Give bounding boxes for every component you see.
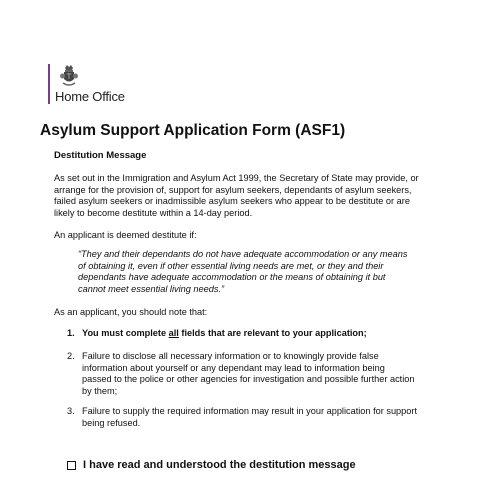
list-item — [67, 328, 417, 340]
destitution-quote: “They and their dependants do not have adequate accommodation or any means of obtaining it, even if other essential living needs are met, or they and their dependants have adequate accommodation or the means of obtaining it but cannot meet essential living needs.” — [78, 249, 408, 294]
destitute-definition-intro: An applicant is deemed destitute if: — [54, 230, 197, 240]
list-item — [67, 406, 417, 429]
intro-paragraph: As set out in the Immigration and Asylum Act 1999, the Secretary of State may provide, or arrange for the provision of, support for asylum seekers, dependants of asylum seekers, failed asylum seekers or inadmissible asylum seekers who appear to be destitute or are likely to become destitute within a 14-day period. — [54, 173, 419, 218]
section-heading: Destitution Message — [54, 150, 147, 161]
logo-text: Home Office — [55, 89, 125, 104]
list-item-text: Failure to disclose all necessary information or to knowingly provide false information about yourself or any dependant may lead to information being passed to the police or other agencies for investigation and possible further action by them; — [82, 351, 415, 396]
list-number: 2. — [67, 351, 75, 361]
royal-crest-icon — [59, 64, 79, 88]
applicant-note: As an applicant, you should note that: — [54, 307, 208, 317]
confirmation-label: I have read and understood the destitution message — [83, 459, 356, 471]
emphasis-all: all — [168, 328, 179, 338]
list-item-text: Failure to supply the required information may result in your application for support being refused. — [82, 406, 418, 428]
home-office-logo — [48, 64, 125, 104]
confirmation-checkbox[interactable] — [67, 461, 76, 470]
list-item-text: You must complete all fields that are relevant to your application; — [82, 328, 367, 338]
logo-divider — [48, 64, 50, 104]
list-item — [67, 351, 417, 397]
list-number: 3. — [67, 406, 75, 416]
confirmation-row[interactable] — [67, 459, 356, 471]
list-number: 1. — [67, 328, 75, 338]
page-title: Asylum Support Application Form (ASF1) — [40, 122, 346, 139]
